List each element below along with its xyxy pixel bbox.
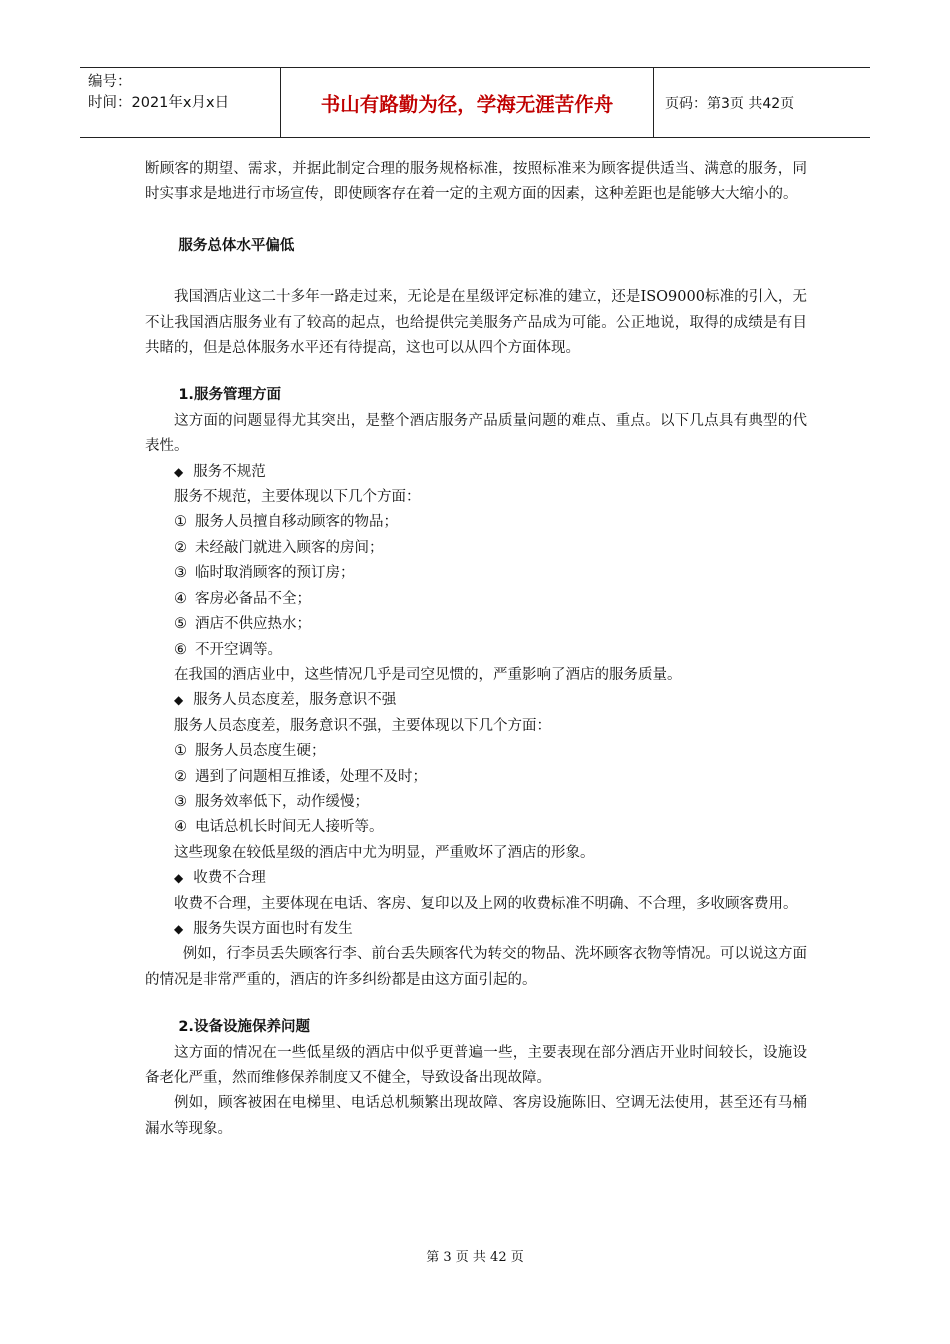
list-item-text: 服务人员态度生硬； [195,743,326,760]
bullet-item [145,917,807,942]
bullet-label: 服务失误方面也时有发生 [193,920,353,937]
paragraph: 在我国的酒店业中，这些情况几乎是司空见惯的，严重影响了酒店的服务质量。 [174,666,682,683]
list-item-number: ⑤ [174,616,187,633]
list-item-number: ① [174,514,187,531]
list-item-number: ② [174,539,187,556]
number-label: 编号： [88,74,132,90]
paragraph: 这方面的情况在一些低星级的酒店中似乎更普遍一些，主要表现在部分酒店开业时间较长，设施设备老化严重，然而维修保养制度又不健全，导致设备出现故障。 [145,1044,807,1086]
list-item-text: 服务效率低下，动作缓慢； [195,793,369,810]
list-item [145,510,807,535]
paragraph-main: 我国酒店业这二十多年一路走过来，无论是在星级评定标准的建立，还是ISO9000标准的引入，无不让我国酒店服务业有了较高的起点，也给提供完美服务产品成为可能。公正地说，取得的成绩是有目共睹的，但是总体服务水平还有待提高，这也可以从四个方面体现。 [145,289,807,357]
list-item [145,638,807,663]
paragraph: 服务人员态度差，服务意识不强，主要体现以下几个方面： [174,717,551,734]
numbered-list [145,739,807,841]
list-item-text: 临时取消顾客的预订房； [195,565,355,582]
diamond-bullet-icon: ◆ [174,921,184,936]
list-item-text: 未经敲门就进入顾客的房间； [195,539,384,556]
numbered-list [145,510,807,662]
paragraph: 这些现象在较低星级的酒店中尤为明显，严重败坏了酒店的形象。 [174,844,595,861]
bullet-label: 服务人员态度差，服务意识不强 [193,692,397,709]
list-item-number: ① [174,743,187,760]
header-meta [80,68,281,137]
list-item-number: ④ [174,590,187,607]
list-item-number: ④ [174,819,187,836]
section-heading-1: 1.服务管理方面 [178,387,281,404]
time-label: 时间：2021年x月x日 [88,95,230,111]
list-item [145,739,807,764]
list-item-text: 酒店不供应热水； [195,616,311,633]
paragraph: 服务不规范，主要体现以下几个方面： [174,489,421,506]
paragraph: 这方面的问题显得尤其突出，是整个酒店服务产品质量问题的难点、重点。以下几点具有典型的代表性。 [145,412,807,455]
list-item-text: 服务人员擅自移动顾客的物品； [195,514,398,531]
list-item-text: 不开空调等。 [195,641,282,658]
bullet-item [145,460,807,485]
list-item [145,612,807,637]
paragraph: 收费不合理，主要体现在电话、客房、复印以及上网的收费标准不明确、不合理，多收顾客费用。 [174,895,798,912]
list-item-number: ③ [174,565,187,582]
list-item-text: 电话总机长时间无人接听等。 [195,819,384,836]
list-item [145,790,807,815]
bullet-label: 服务不规范 [193,463,266,480]
bullet-label: 收费不合理 [193,870,266,887]
paragraph: 例如，行李员丢失顾客行李、前台丢失顾客代为转交的物品、洗坏顾客衣物等情况。可以说这方面的情况是非常严重的，酒店的许多纠纷都是由这方面引起的。 [145,946,807,988]
list-item-number: ⑥ [174,641,187,658]
list-item-number: ③ [174,793,187,810]
list-item [145,765,807,790]
section-heading-2: 2.设备设施保养问题 [178,1019,310,1036]
list-item-text: 遇到了问题相互推诿，处理不及时； [195,768,427,785]
document-body [145,157,807,1142]
list-item-number: ② [174,768,187,785]
section-heading-main: 服务总体水平偏低 [178,237,295,254]
diamond-bullet-icon: ◆ [174,871,184,886]
list-item [145,561,807,586]
list-item [145,587,807,612]
diamond-bullet-icon: ◆ [174,464,184,479]
list-item [145,815,807,840]
page-header [80,67,870,138]
list-item-text: 客房必备品不全； [195,590,311,607]
bullet-item [145,866,807,891]
header-motto: 书山有路勤为径，学海无涯苦作舟 [281,68,654,137]
header-page-info: 页码：第3页 共42页 [665,95,795,112]
paragraph-intro: 断顾客的期望、需求，并据此制定合理的服务规格标准，按照标准来为顾客提供适当、满意的服务，同时实事求是地进行市场宣传，即使顾客存在着一定的主观方面的因素，这种差距也是能够大大缩小的。 [145,161,807,203]
bullet-item [145,688,807,713]
diamond-bullet-icon: ◆ [174,693,184,708]
list-item [145,536,807,561]
paragraph: 例如，顾客被困在电梯里、电话总机频繁出现故障、客房设施陈旧、空调无法使用，甚至还有马桶漏水等现象。 [145,1095,807,1137]
page-footer: 第 3 页 共 42 页 [426,1250,524,1265]
